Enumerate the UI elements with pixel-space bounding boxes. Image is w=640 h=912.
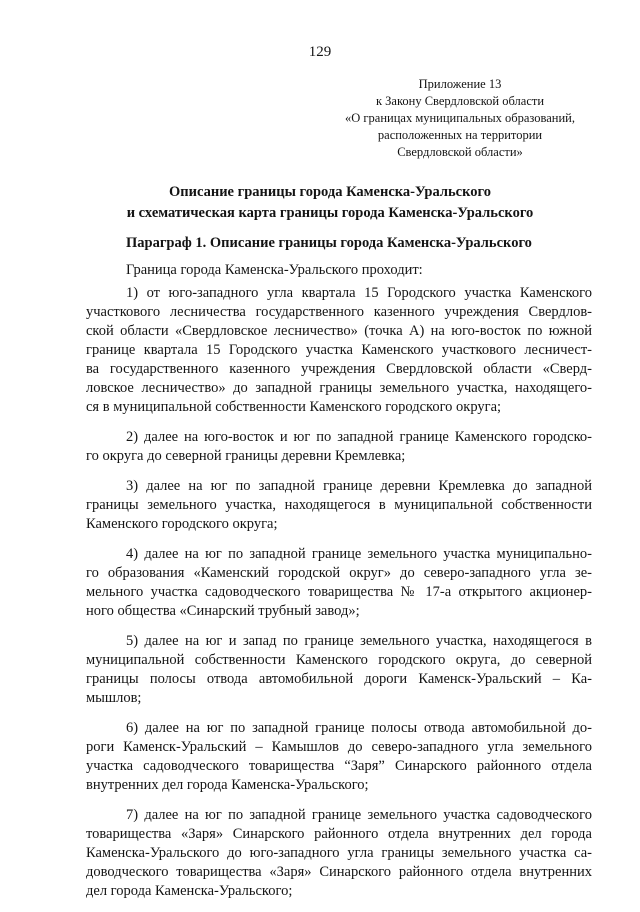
boundary-item [86,284,592,417]
text-line: внутренних дел города Каменска-Уральского; [86,777,369,793]
text-line: ва государственного казенного учреждения Свердловской области «Сверд- [86,361,592,377]
appendix-line: «О границах муниципальных образований, [345,111,575,125]
appendix-line: к Закону Свердловской области [375,94,545,108]
title-line: и схематическая карта границы города Каменска-Уральского [126,205,534,221]
text-line: ного общества «Синарский трубный завод»; [86,603,360,619]
text-line: Каменского городского округа; [86,516,278,532]
text-line: доводческого товарищества «Заря» Синарского районного отдела внутренних [86,864,592,880]
boundary-item [86,806,592,901]
boundary-item [86,545,592,621]
text-line: го образования «Каменский городской округ» до северо-западного угла зе- [86,565,592,581]
intro-text: Граница города Каменска-Уральского проходит: [126,262,423,278]
document-title [60,182,600,224]
paragraph-heading: Параграф 1. Описание границы города Каменска-Уральского [126,235,532,251]
text-line: дел города Каменска-Уральского; [86,883,293,899]
text-line: го округа до северной границы деревни Кремлевка; [86,448,406,464]
text-line: роги Каменск-Уральский – Камышлов до северо-западного угла земельного [86,739,592,755]
text-line: муниципальной собственности Каменского городского округа, до северной [86,652,592,668]
text-line: товарищества «Заря» Синарского районного отдела внутренних дел города [86,826,592,842]
appendix-reference [330,76,590,161]
text-line: 6) далее на юг по западной границе полосы отвода автомобильной до- [126,720,592,736]
text-line: 4) далее на юг по западной границе земельного участка муниципально- [126,546,592,562]
text-line: 5) далее на юг и запад по границе земельного участка, находящегося в [126,633,592,649]
appendix-line: Свердловской области» [397,145,523,159]
boundary-item [86,428,592,466]
appendix-line: расположенных на территории [377,128,543,142]
text-line: участкового лесничества государственного казенного учреждения Свердлов- [86,304,592,320]
text-line: 2) далее на юго-восток и юг по западной границе Каменского городско- [126,429,592,445]
appendix-line: Приложение 13 [418,77,502,91]
text-line: границы земельного участка, находящегося в муниципальной собственности [86,497,592,513]
text-line: ской области «Свердловское лесничество» (точка А) на юго-восток по южной [86,323,592,339]
boundary-item [86,632,592,708]
text-line: ся в муниципальной собственности Каменского городского округа; [86,399,502,415]
text-line: участка садоводческого товарищества “Заря” Синарского районного отдела [86,758,592,774]
boundary-item [86,477,592,534]
text-line: 1) от юго-западного угла квартала 15 Городского участка Каменского [126,285,592,301]
text-line: границе квартала 15 Городского участка Каменского участкового лесничест- [86,342,592,358]
boundary-item [86,719,592,795]
boundary-description-list [86,284,592,912]
text-line: Каменска-Уральского до юго-западного угла границы земельного участка са- [86,845,592,861]
text-line: 7) далее на юг по западной границе земельного участка садоводческого [126,807,592,823]
text-line: мышлов; [86,690,142,706]
text-line: 3) далее на юг по западной границе деревни Кремлевка до западной [126,478,592,494]
text-line: границы полосы отвода автомобильной дороги Каменск-Уральский – Ка- [86,671,592,687]
text-line: мельного участка садоводческого товарищества № 17-а открытого акционер- [86,584,592,600]
page-number: 129 [308,44,332,60]
title-line: Описание границы города Каменска-Уральского [168,184,492,200]
text-line: ловское лесничество» до западной границы земельного участка, находящего- [86,380,592,396]
